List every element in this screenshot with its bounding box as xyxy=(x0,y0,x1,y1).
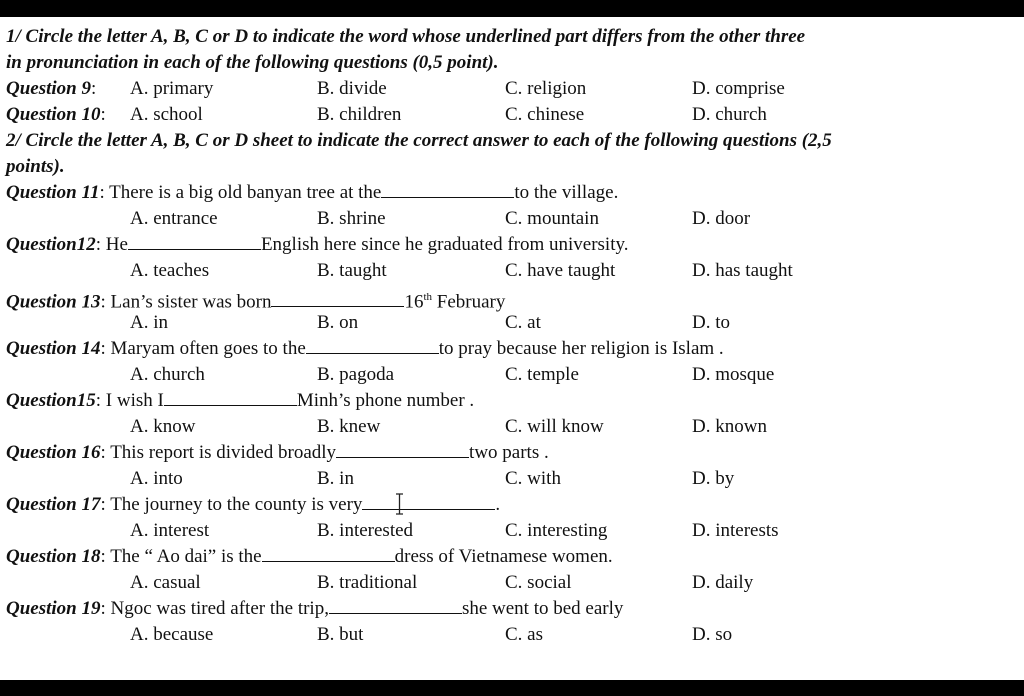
question-15-stem: Question15: I wish I Minh’s phone number . xyxy=(6,390,475,411)
question-11-blank[interactable] xyxy=(381,182,514,198)
q12-option-c[interactable]: C. have taught xyxy=(505,260,616,281)
question-17-text-pre: The journey to the county is very xyxy=(110,494,363,515)
question-12-stem: Question12: He English here since he graduated from university. xyxy=(6,234,629,255)
section2-heading-line2: points). xyxy=(6,156,65,177)
q14-option-b[interactable]: B. pagoda xyxy=(317,364,395,385)
q13-option-c[interactable]: C. at xyxy=(505,312,541,333)
question-14-stem: Question 14: Maryam often goes to the to pray because her religion is Islam . xyxy=(6,338,724,359)
q17-option-c[interactable]: C. interesting xyxy=(505,520,608,541)
q9-option-b[interactable]: B. divide xyxy=(317,78,387,99)
q17-option-a[interactable]: A. interest xyxy=(130,520,210,541)
question-19-text-post: she went to bed early xyxy=(461,598,624,619)
section2-heading-line1: 2/ Circle the letter A, B, C or D sheet to indicate the correct answer to each of the following questions (2,5 xyxy=(6,130,832,151)
q12-option-a[interactable]: A. teaches xyxy=(130,260,210,281)
question-16-text-post: two parts . xyxy=(469,442,549,463)
question-18-blank[interactable] xyxy=(262,546,395,562)
q12-option-d[interactable]: D. has taught xyxy=(692,260,793,281)
question-14-blank[interactable] xyxy=(306,338,439,354)
q10-option-c[interactable]: C. chinese xyxy=(505,104,585,125)
q19-option-d[interactable]: D. so xyxy=(692,624,733,645)
question-10-row: Question 10: xyxy=(6,104,106,125)
question-13-stem: Question 13: Lan’s sister was born 16th February xyxy=(6,291,506,313)
question-13-date-suffix: th xyxy=(423,291,433,303)
question-13-date-number: 16 xyxy=(404,291,424,313)
question-15-text-pre: I wish I xyxy=(105,390,164,411)
q16-option-d[interactable]: D. by xyxy=(692,468,735,489)
text-cursor-icon xyxy=(395,493,404,515)
question-16-stem: Question 16: This report is divided broadly two parts . xyxy=(6,442,549,463)
question-11-stem: Question 11: There is a big old banyan tree at the to the village. xyxy=(6,182,619,203)
q18-option-c[interactable]: C. social xyxy=(505,572,572,593)
q16-option-b[interactable]: B. in xyxy=(317,468,354,489)
question-12-text-post: English here since he graduated from university. xyxy=(260,234,629,255)
q11-option-b[interactable]: B. shrine xyxy=(317,208,386,229)
q9-option-c[interactable]: C. religion xyxy=(505,78,587,99)
q11-option-c[interactable]: C. mountain xyxy=(505,208,599,229)
question-17-blank[interactable] xyxy=(362,494,495,510)
q19-option-c[interactable]: C. as xyxy=(505,624,543,645)
question-19-text-pre: Ngoc was tired after the trip, xyxy=(110,598,329,619)
question-14-text-pre: Maryam often goes to the xyxy=(110,338,306,359)
question-13-text-pre: Lan’s sister was born xyxy=(110,291,272,313)
q14-option-c[interactable]: C. temple xyxy=(505,364,579,385)
question-12-text-pre: He xyxy=(105,234,128,255)
question-19-label: Question 19 xyxy=(6,598,101,619)
q11-option-a[interactable]: A. entrance xyxy=(130,208,218,229)
q10-option-d[interactable]: D. church xyxy=(692,104,767,125)
question-13-blank[interactable] xyxy=(271,291,404,307)
q12-option-b[interactable]: B. taught xyxy=(317,260,387,281)
question-14-text-post: to pray because her religion is Islam . xyxy=(438,338,724,359)
question-17-label: Question 17 xyxy=(6,494,101,515)
question-18-text-post: dress of Vietnamese women. xyxy=(394,546,613,567)
question-15-blank[interactable] xyxy=(164,390,297,406)
question-10-label: Question 10 xyxy=(6,104,101,125)
question-9-row: Question 9: xyxy=(6,78,97,99)
question-16-blank[interactable] xyxy=(336,442,469,458)
question-18-stem: Question 18: The “ Ao dai” is the dress of Vietnamese women. xyxy=(6,546,613,567)
question-15-text-post: Minh’s phone number . xyxy=(296,390,475,411)
question-18-label: Question 18 xyxy=(6,546,101,567)
q19-option-b[interactable]: B. but xyxy=(317,624,364,645)
q17-option-d[interactable]: D. interests xyxy=(692,520,779,541)
question-12-blank[interactable] xyxy=(128,234,261,250)
question-11-text-post: to the village. xyxy=(514,182,619,203)
q13-option-a[interactable]: A. in xyxy=(130,312,168,333)
worksheet-page xyxy=(0,17,1024,680)
q10-option-b[interactable]: B. children xyxy=(317,104,402,125)
section1-heading-line1: 1/ Circle the letter A, B, C or D to indicate the word whose underlined part differs from the other three xyxy=(6,26,806,47)
q13-option-d[interactable]: D. to xyxy=(692,312,730,333)
question-19-blank[interactable] xyxy=(329,598,462,614)
question-17-text-post: . xyxy=(495,494,501,515)
q10-option-a[interactable]: A. school xyxy=(130,104,203,125)
q15-option-b[interactable]: B. knew xyxy=(317,416,381,437)
question-13-label: Question 13 xyxy=(6,291,101,313)
question-13-text-post: February xyxy=(432,291,506,313)
q14-option-a[interactable]: A. church xyxy=(130,364,205,385)
q19-option-a[interactable]: A. because xyxy=(130,624,214,645)
q11-option-d[interactable]: D. door xyxy=(692,208,751,229)
q9-option-a[interactable]: A. primary xyxy=(130,78,214,99)
q16-option-c[interactable]: C. with xyxy=(505,468,561,489)
q14-option-d[interactable]: D. mosque xyxy=(692,364,775,385)
question-18-text-pre: The “ Ao dai” is the xyxy=(110,546,262,567)
q17-option-b[interactable]: B. interested xyxy=(317,520,414,541)
q15-option-d[interactable]: D. known xyxy=(692,416,767,437)
question-19-stem: Question 19: Ngoc was tired after the trip, she went to bed early xyxy=(6,598,624,619)
question-11-text-pre: There is a big old banyan tree at the xyxy=(109,182,382,203)
q15-option-a[interactable]: A. know xyxy=(130,416,196,437)
question-16-text-pre: This report is divided broadly xyxy=(110,442,337,463)
question-17-stem: Question 17: The journey to the county is very . xyxy=(6,494,501,515)
q18-option-a[interactable]: A. casual xyxy=(130,572,201,593)
q9-option-d[interactable]: D. comprise xyxy=(692,78,785,99)
question-9-label: Question 9 xyxy=(6,78,91,99)
question-12-label: Question12 xyxy=(6,234,96,255)
question-16-label: Question 16 xyxy=(6,442,101,463)
question-11-label: Question 11 xyxy=(6,182,100,203)
q15-option-c[interactable]: C. will know xyxy=(505,416,604,437)
section1-heading-line2: in pronunciation in each of the following questions (0,5 point). xyxy=(6,52,499,73)
q18-option-b[interactable]: B. traditional xyxy=(317,572,418,593)
q13-option-b[interactable]: B. on xyxy=(317,312,359,333)
q16-option-a[interactable]: A. into xyxy=(130,468,183,489)
question-15-label: Question15 xyxy=(6,390,96,411)
question-14-label: Question 14 xyxy=(6,338,101,359)
q18-option-d[interactable]: D. daily xyxy=(692,572,754,593)
